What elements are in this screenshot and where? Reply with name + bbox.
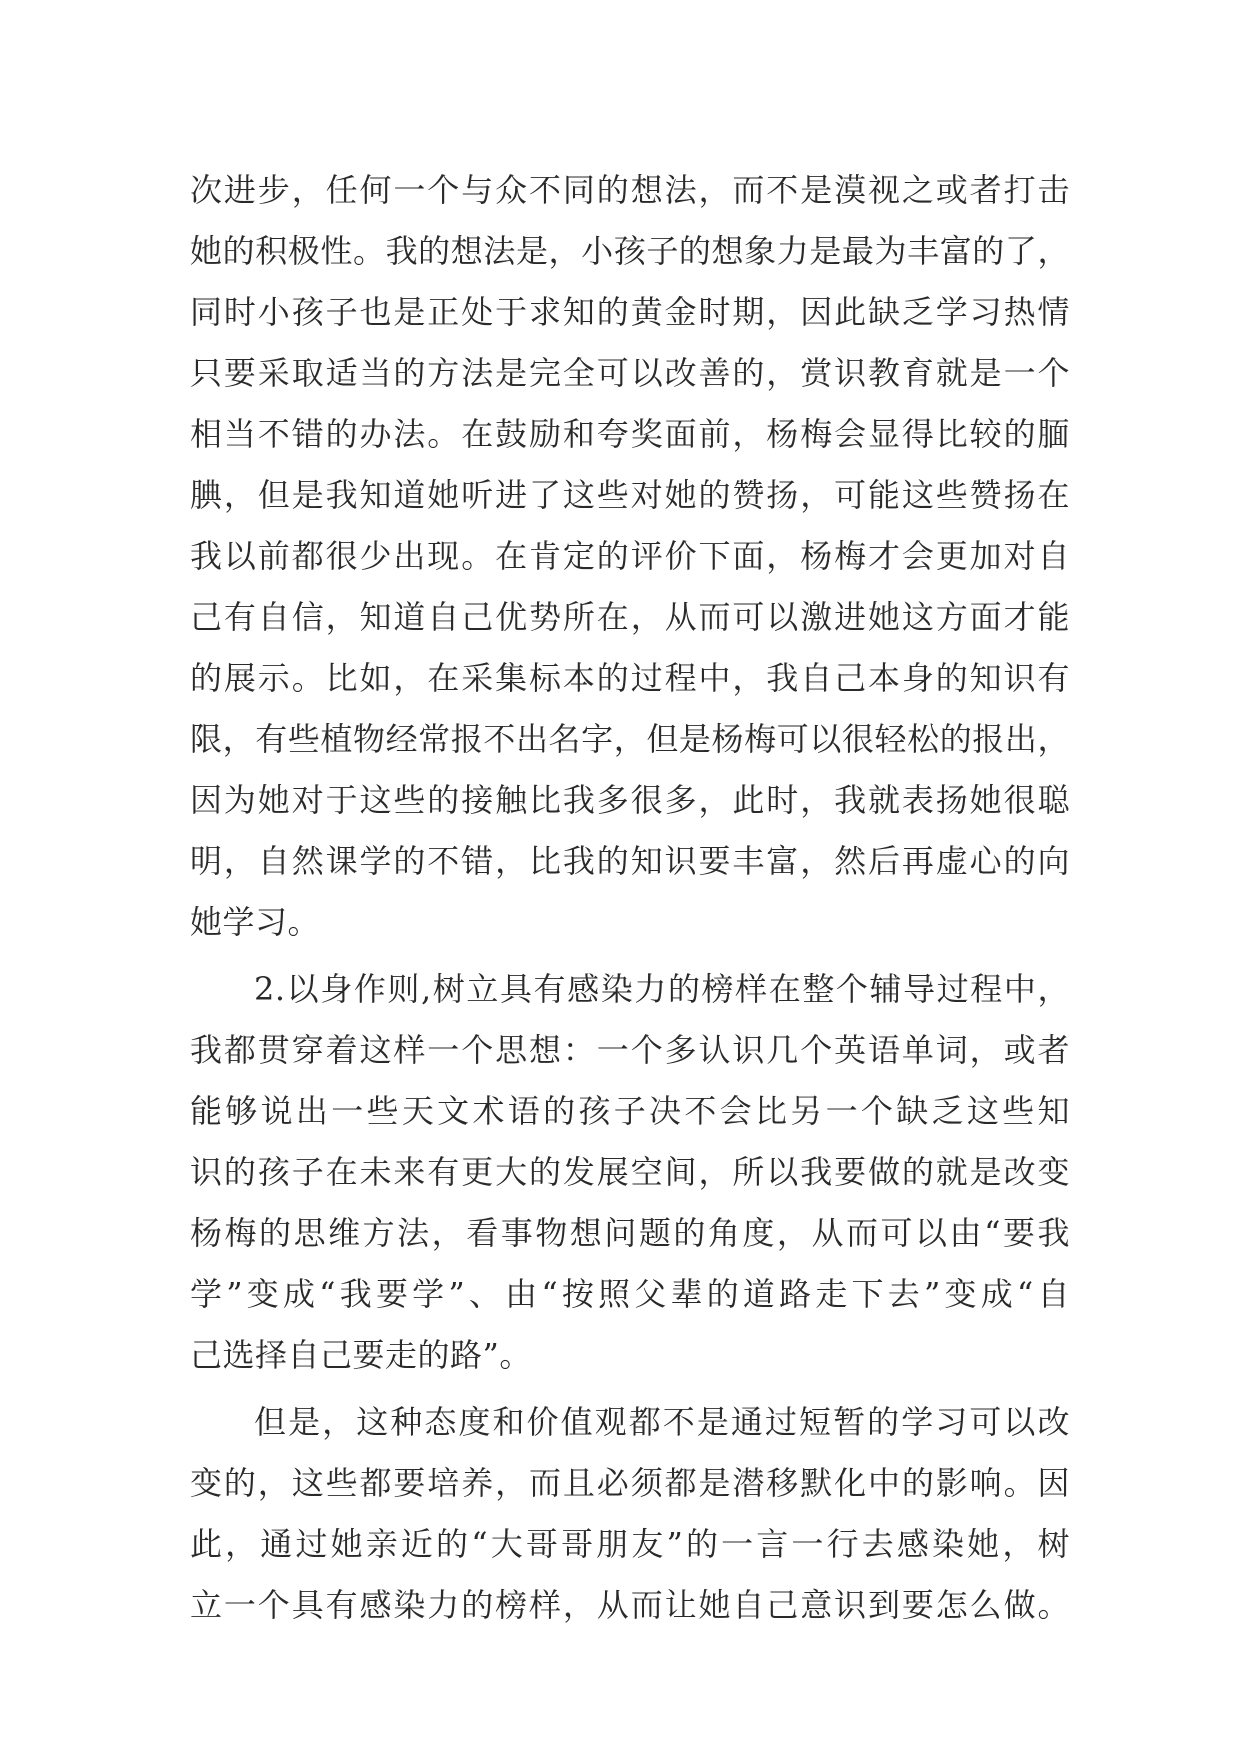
text-line: 杨梅的思维方法，看事物想问题的角度，从而可以由“要我 — [190, 1214, 1070, 1252]
text-line: 因为她对于这些的接触比我多很多，此时，我就表扬她很聪 — [190, 781, 1070, 819]
text-line: 她的积极性。我的想法是，小孩子的想象力是最为丰富的了， — [190, 232, 1070, 270]
text-line: 我都贯穿着这样一个思想：一个多认识几个英语单词，或者 — [190, 1031, 1070, 1069]
paragraph — [190, 160, 1070, 953]
text-line: 立一个具有感染力的榜样，从而让她自己意识到要怎么做。 — [190, 1586, 1070, 1624]
text-line: 己有自信，知道自己优势所在，从而可以激进她这方面才能 — [190, 598, 1070, 636]
text-line: 变的，这些都要培养，而且必须都是潜移默化中的影响。因 — [190, 1464, 1070, 1502]
text-line: 她学习。 — [190, 903, 321, 941]
text-line: 限，有些植物经常报不出名字，但是杨梅可以很轻松的报出， — [190, 720, 1070, 758]
paragraph — [190, 1392, 1070, 1636]
text-line: 只要采取适当的方法是完全可以改善的，赏识教育就是一个 — [190, 354, 1070, 392]
text-line: 己选择自己要走的路”。 — [190, 1336, 532, 1374]
text-line: 我以前都很少出现。在肯定的评价下面，杨梅才会更加对自 — [190, 537, 1070, 575]
text-line: 明，自然课学的不错，比我的知识要丰富，然后再虚心的向 — [190, 842, 1070, 880]
text-line: 次进步，任何一个与众不同的想法，而不是漠视之或者打击 — [190, 171, 1070, 209]
text-line: 的展示。比如，在采集标本的过程中，我自己本身的知识有 — [190, 659, 1070, 697]
paragraph — [190, 959, 1070, 1386]
text-line: 但是，这种态度和价值观都不是通过短暂的学习可以改 — [254, 1403, 1070, 1441]
text-line: 腆，但是我知道她听进了这些对她的赞扬，可能这些赞扬在 — [190, 476, 1070, 514]
document-body — [190, 160, 1070, 1636]
text-line: 识的孩子在未来有更大的发展空间，所以我要做的就是改变 — [190, 1153, 1070, 1191]
text-line: 能够说出一些天文术语的孩子决不会比另一个缺乏这些知 — [190, 1092, 1070, 1130]
text-line: 学”变成“我要学”、由“按照父辈的道路走下去”变成“自 — [190, 1275, 1070, 1313]
text-line: 相当不错的办法。在鼓励和夸奖面前，杨梅会显得比较的腼 — [190, 415, 1070, 453]
text-line: 2.以身作则,树立具有感染力的榜样在整个辅导过程中， — [254, 970, 1070, 1008]
text-line: 此，通过她亲近的“大哥哥朋友”的一言一行去感染她，树 — [190, 1525, 1070, 1563]
text-line: 同时小孩子也是正处于求知的黄金时期，因此缺乏学习热情 — [190, 293, 1070, 331]
